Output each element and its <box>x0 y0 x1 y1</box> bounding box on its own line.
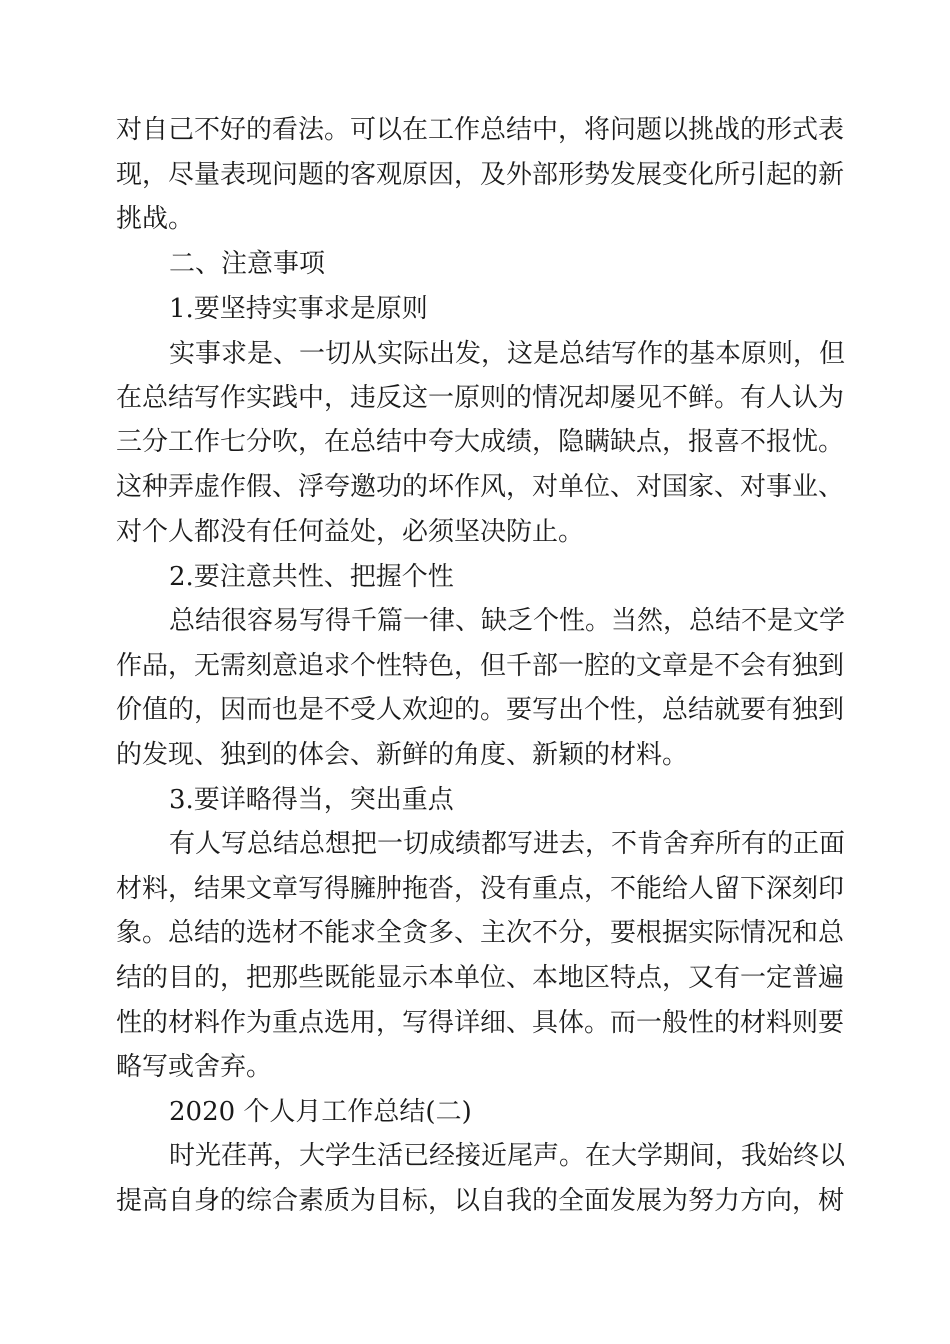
text-line: 材料，结果文章写得臃肿拖沓，没有重点，不能给人留下深刻印 <box>116 874 845 904</box>
text-line: 现，尽量表现问题的客观原因，及外部形势发展变化所引起的新 <box>116 160 845 190</box>
document-title-heading: 2020 个人月工作总结(二) <box>169 1097 472 1127</box>
subsection-heading: 2.要注意共性、把握个性 <box>169 562 454 592</box>
text-line: 有人写总结总想把一切成绩都写进去，不肯舍弃所有的正面 <box>169 829 846 859</box>
text-line: 时光荏苒，大学生活已经接近尾声。在大学期间，我始终以 <box>169 1141 846 1171</box>
text-line: 三分工作七分吹，在总结中夸大成绩，隐瞒缺点，报喜不报忧。 <box>116 427 845 457</box>
text-line: 这种弄虚作假、浮夸邀功的坏作风，对单位、对国家、对事业、 <box>116 472 845 502</box>
text-line: 略写或舍弃。 <box>116 1052 273 1082</box>
text-line: 总结很容易写得千篇一律、缺乏个性。当然，总结不是文学 <box>169 606 846 636</box>
text-line: 在总结写作实践中，违反这一原则的情况却屡见不鲜。有人认为 <box>116 383 845 413</box>
text-line: 的发现、独到的体会、新鲜的角度、新颖的材料。 <box>116 740 689 770</box>
text-line: 作品，无需刻意追求个性特色，但千部一腔的文章是不会有独到 <box>116 651 845 681</box>
text-line: 性的材料作为重点选用，写得详细、具体。而一般性的材料则要 <box>116 1008 845 1038</box>
text-line: 挑战。 <box>116 204 195 234</box>
subsection-heading: 3.要详略得当，突出重点 <box>169 785 454 815</box>
section-heading: 二、注意事项 <box>169 249 326 279</box>
text-line: 对自己不好的看法。可以在工作总结中，将问题以挑战的形式表 <box>116 115 845 145</box>
text-line: 实事求是、一切从实际出发，这是总结写作的基本原则，但 <box>169 339 846 369</box>
text-line: 提高自身的综合素质为目标，以自我的全面发展为努力方向，树 <box>116 1186 845 1216</box>
text-line: 结的目的，把那些既能显示本单位、本地区特点，又有一定普遍 <box>116 963 845 993</box>
text-line: 对个人都没有任何益处，必须坚决防止。 <box>116 517 585 547</box>
subsection-heading: 1.要坚持实事求是原则 <box>169 294 428 324</box>
text-line: 价值的，因而也是不受人欢迎的。要写出个性，总结就要有独到 <box>116 695 845 725</box>
text-line: 象。总结的选材不能求全贪多、主次不分，要根据实际情况和总 <box>116 918 845 948</box>
